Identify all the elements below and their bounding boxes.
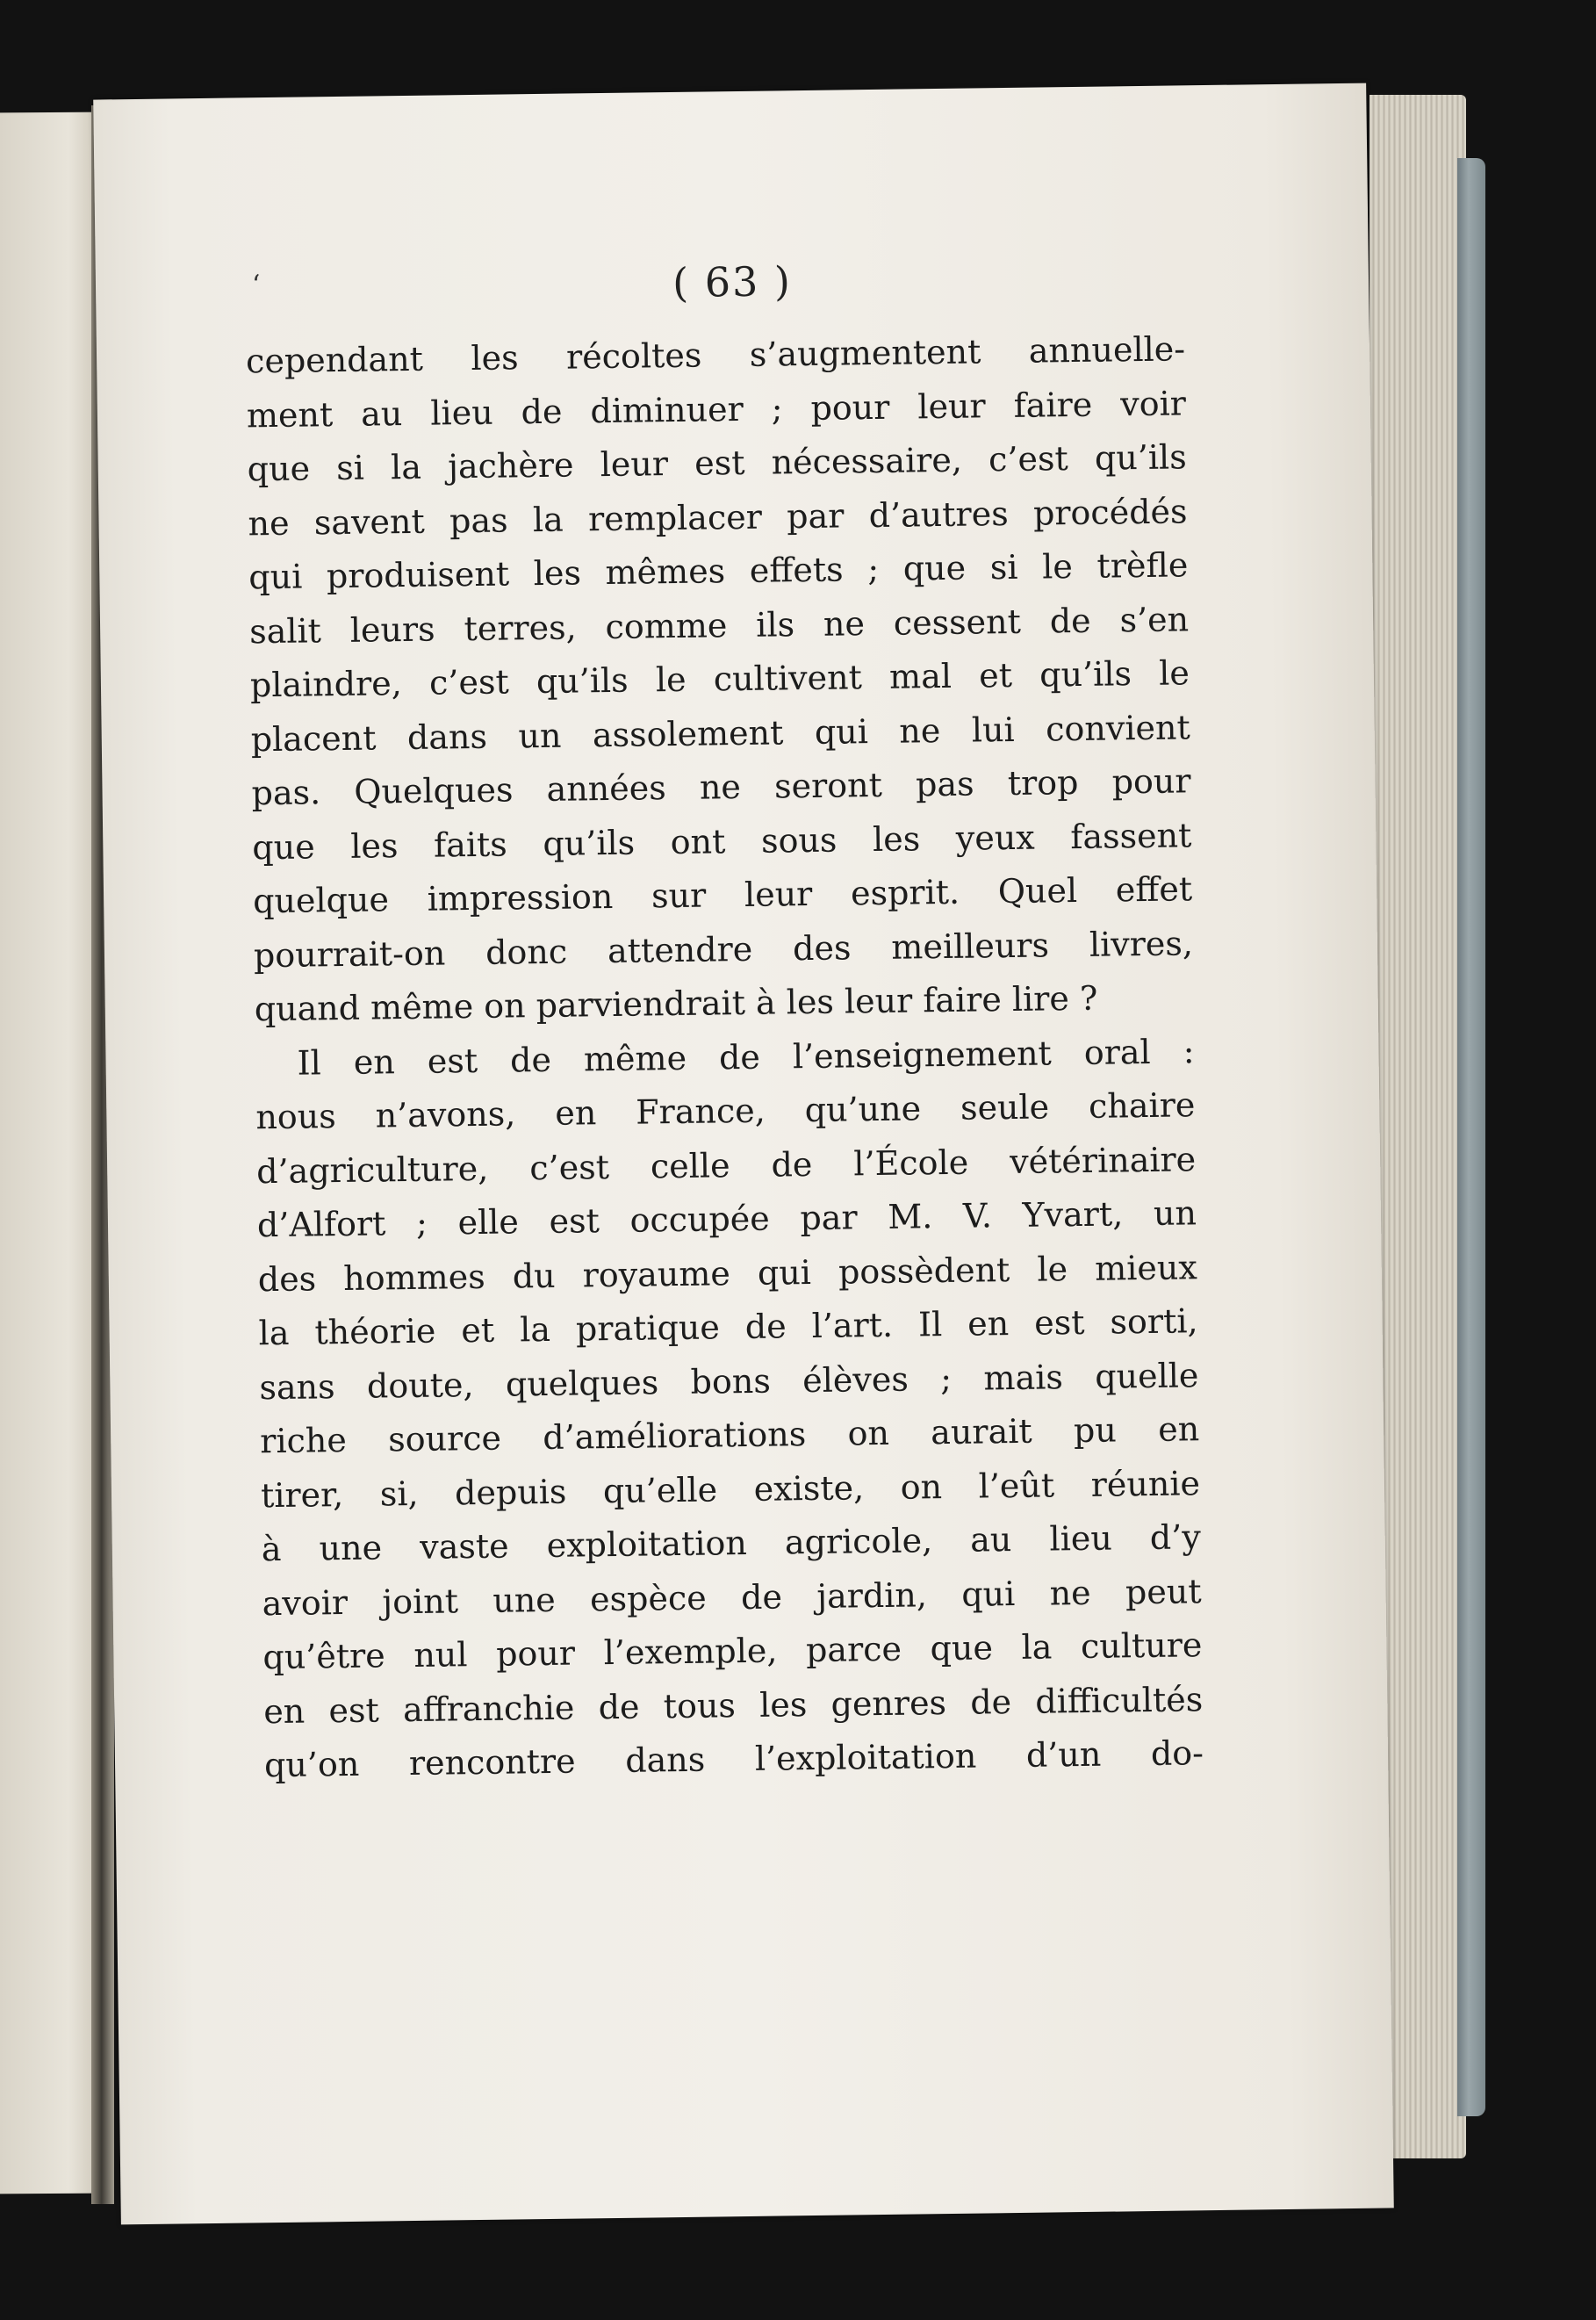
- text-line: placent dans un assolement qui ne lui convient: [250, 707, 1190, 759]
- text-line: qu’on rencontre dans l’exploitation d’un do-: [263, 1733, 1204, 1785]
- text-line: des hommes du royaume qui possèdent le mieux: [257, 1247, 1198, 1299]
- text-line: la théorie et la pratique de l’art. Il en est sorti,: [258, 1301, 1198, 1353]
- text-line: pas. Quelques années ne seront pas trop pour: [251, 761, 1191, 813]
- text-line: ne savent pas la remplacer par d’autres procédés: [248, 491, 1188, 543]
- text-line: que si la jachère leur est nécessaire, c’est qu’ils: [247, 437, 1187, 489]
- facing-page-edge: [0, 112, 98, 2194]
- text-line: à une vaste exploitation agricole, au lieu d’y: [261, 1517, 1202, 1569]
- text-line: qu’être nul pour l’exemple, parce que la culture: [262, 1625, 1203, 1677]
- text-line: sans doute, quelques bons élèves ; mais quelle: [259, 1355, 1199, 1407]
- text-line: plaindre, c’est qu’ils le cultivent mal et qu’ils le: [249, 653, 1190, 705]
- text-line: ment au lieu de diminuer ; pour leur faire voir: [246, 383, 1187, 435]
- book-cover-edge: [1457, 158, 1485, 2116]
- text-line: qui produisent les mêmes effets ; que si le trèfle: [248, 545, 1189, 597]
- text-line: d’Alfort ; elle est occupée par M. V. Yvart, un: [256, 1193, 1197, 1245]
- text-line: pourrait-on donc attendre des meilleurs livres,: [253, 923, 1194, 975]
- text-line: que les faits qu’ils ont sous les yeux fassent: [252, 815, 1192, 867]
- text-line: en est affranchie de tous les genres de difficultés: [262, 1679, 1204, 1731]
- text-line: salit leurs terres, comme ils ne cessent de s’en: [248, 599, 1190, 651]
- page-number: ( 63 ): [672, 257, 793, 306]
- book-page: [93, 83, 1394, 2225]
- text-line: Il en est de même de l’enseignement oral :: [297, 1031, 1195, 1083]
- text-line: d’agriculture, c’est celle de l’École vétérinaire: [255, 1139, 1197, 1191]
- text-line: quand même on parviendrait à les leur faire lire ?: [254, 978, 1098, 1029]
- margin-mark: ‘: [251, 270, 261, 301]
- text-line: tirer, si, depuis qu’elle existe, on l’eût réunie: [260, 1463, 1201, 1515]
- text-line: avoir joint une espèce de jardin, qui ne peut: [262, 1571, 1202, 1623]
- body-text: [246, 322, 1204, 1792]
- text-line: cependant les récoltes s’augmentent annuelle-: [245, 329, 1186, 381]
- text-line: quelque impression sur leur esprit. Quel effet: [252, 869, 1193, 921]
- text-line: riche source d’améliorations on aurait pu en: [259, 1409, 1200, 1461]
- text-line: nous n’avons, en France, qu’une seule chaire: [255, 1085, 1196, 1137]
